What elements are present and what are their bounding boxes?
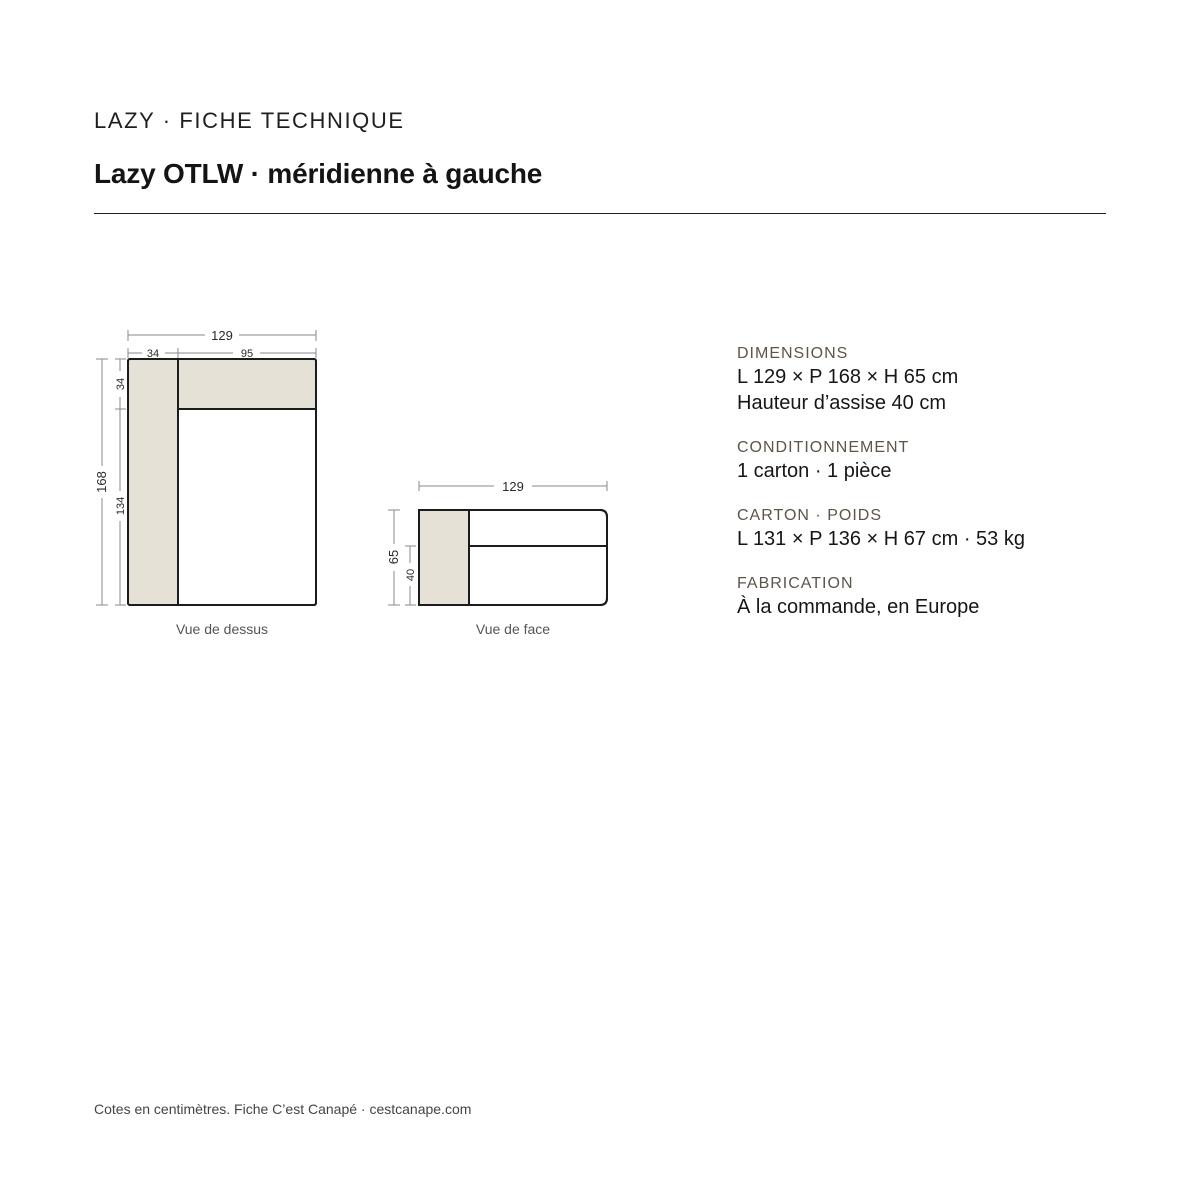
top-view-arm-fill <box>129 360 178 604</box>
top-width-arm-label: 34 <box>146 348 160 360</box>
spec-value: L 131 × P 136 × H 67 cm · 53 kg <box>737 528 1025 550</box>
spec-label: CARTON · POIDS <box>737 507 882 524</box>
spec-value: 1 carton · 1 pièce <box>737 460 892 482</box>
top-view-back-fill <box>178 360 315 409</box>
sheet-eyebrow: LAZY · FICHE TECHNIQUE <box>94 108 405 133</box>
spec-packaging <box>737 438 1137 484</box>
front-seat-height-label: 40 <box>405 568 417 582</box>
top-width-total-label: 129 <box>211 328 233 343</box>
technical-drawing <box>0 0 720 680</box>
front-view-caption: Vue de face <box>475 621 551 637</box>
top-depth-total-label: 168 <box>94 471 109 493</box>
spec-carton-weight <box>737 506 1137 552</box>
front-width-total-label: 129 <box>502 479 524 494</box>
spec-value: À la commande, en Europe <box>737 596 980 618</box>
front-height-total-label: 65 <box>386 549 401 565</box>
specs-panel <box>737 344 1137 642</box>
top-depth-seat-label: 134 <box>115 496 127 516</box>
spec-label: DIMENSIONS <box>737 345 849 362</box>
page-title: Lazy OTLW · méridienne à gauche <box>94 158 543 189</box>
spec-value: L 129 × P 168 × H 65 cm <box>737 366 959 388</box>
front-view-arm-fill <box>420 511 469 604</box>
spec-value: Hauteur d’assise 40 cm <box>737 392 946 414</box>
front-view-sofa <box>419 510 607 605</box>
spec-manufacturing <box>737 574 1137 620</box>
spec-label: FABRICATION <box>737 575 854 592</box>
top-width-seat-label: 95 <box>240 348 254 360</box>
footer-note: Cotes en centimètres. Fiche C’est Canapé · cestcanape.com <box>94 1101 472 1117</box>
spec-dimensions <box>737 344 1137 416</box>
top-depth-back-label: 34 <box>115 377 127 391</box>
top-view-sofa <box>128 359 316 605</box>
spec-label: CONDITIONNEMENT <box>737 439 910 456</box>
top-view-caption: Vue de dessus <box>175 621 269 637</box>
